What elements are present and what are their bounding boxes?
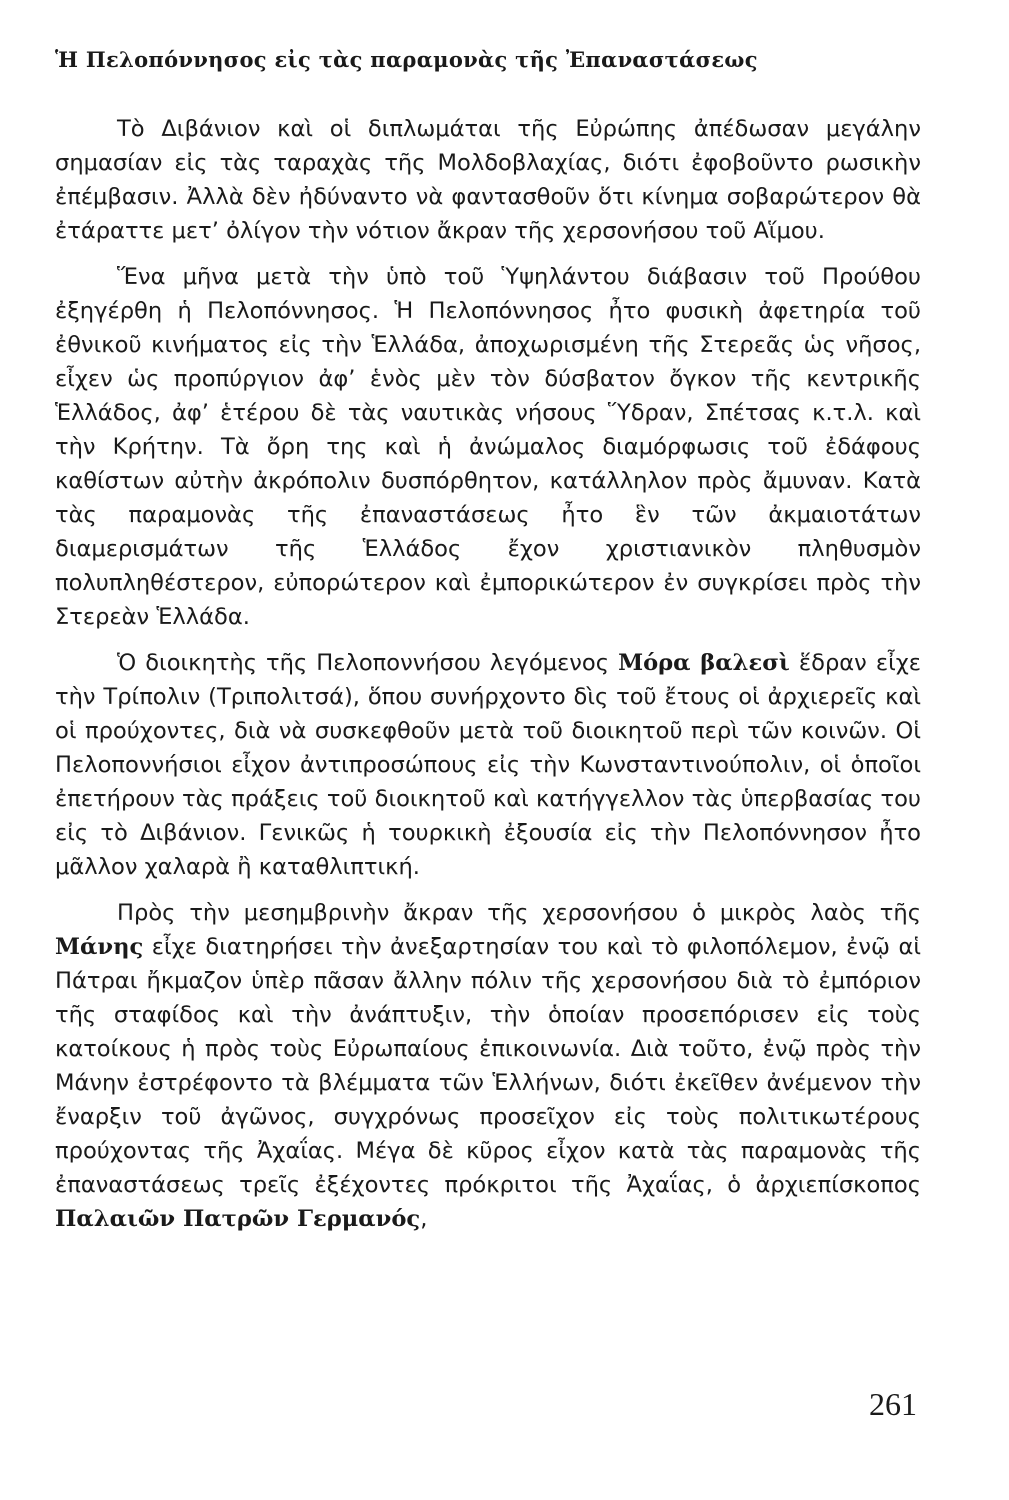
paragraph-4 — [55, 896, 921, 1236]
paragraph-4-middle: εἶχε διατηρήσει τὴν ἀνεξαρτησίαν του καὶ τὸ φιλοπόλεμον, ἐνῷ αἱ Πάτραι ἤκμαζον ὑπὲρ πᾶσαν ἄλλην πόλιν τῆς χερσονήσου διὰ τὸ ἐμπόριον τῆς σταφίδος καὶ τὴν ἀνάπτυξιν, τὴν ὁποίαν προσεπόρισεν εἰς τοὺς κατοίκους ἡ πρὸς τοὺς Εὐρωπαίους ἐπικοινωνία. Διὰ τοῦτο, ἐνῷ πρὸς τὴν Μάνην ἐστρέφοντο τὰ βλέμματα τῶν Ἑλλήνων, διότι ἐκεῖθεν ἀνέμενον τὴν ἔναρξιν τοῦ ἀγῶνος, συγχρόνως προσεῖχον εἰς τοὺς πολιτικωτέρους προύχοντας τῆς Ἀχαΐας. Μέγα δὲ κῦρος εἶχον κατὰ τὰς παραμονὰς τῆς ἐπαναστάσεως τρεῖς ἐξέχοντες πρόκριτοι τῆς Ἀχαΐας, ὁ ἀρχιεπίσκοπος — [55, 934, 921, 1198]
bold-term-mora-valesi: Μόρα βαλεσὶ — [618, 650, 790, 676]
paragraph-3 — [55, 646, 921, 884]
paragraph-4-end: , — [420, 1206, 428, 1232]
bold-term-mani: Μάνης — [55, 934, 144, 960]
paragraph-3-rest: ἕδραν εἶχε τὴν Τρίπολιν (Τριπολιτσά), ὅπου συνήρχοντο δὶς τοῦ ἔτους οἱ ἀρχιερεῖς καὶ οἱ προύχοντες, διὰ νὰ συσκεφθοῦν μετὰ τοῦ διοικητοῦ περὶ τῶν κοινῶν. Οἱ Πελοποννήσιοι εἶχον ἀντιπροσώπους εἰς τὴν Κωνσταντινούπολιν, οἱ ὁποῖοι ἐπετήρουν τὰς πράξεις τοῦ διοικητοῦ καὶ κατήγγελλον τὰς ὑπερβασίας του εἰς τὸ Διβάνιον. Γενικῶς ἡ τουρκικὴ ἐξουσία εἰς τὴν Πελοπόννησον ἦτο μᾶλλον χαλαρὰ ἢ καταθλιπτική. — [55, 650, 921, 880]
paragraph-2: Ἕνα μῆνα μετὰ τὴν ὑπὸ τοῦ Ὑψηλάντου διάβασιν τοῦ Προύθου ἐξηγέρθη ἡ Πελοπόννησος. Ἡ Πελοπόννησος ἦτο φυσικὴ ἀφετηρία τοῦ ἐθνικοῦ κινήματος εἰς τὴν Ἑλλάδα, ἀποχωρισμένη τῆς Στερεᾶς ὡς νῆσος, εἶχεν ὡς προπύργιον ἀφ’ ἑνὸς μὲν τὸν δύσβατον ὄγκον τῆς κεντρικῆς Ἑλλάδος, ἀφ’ ἑτέρου δὲ τὰς ναυτικὰς νήσους Ὕδραν, Σπέτσας κ.τ.λ. καὶ τὴν Κρήτην. Τὰ ὄρη της καὶ ἡ ἀνώμαλος διαμόρφωσις τοῦ ἐδάφους καθίστων αὐτὴν ἀκρόπολιν δυσπόρθητον, κατάλληλον πρὸς ἄμυναν. Κατὰ τὰς παραμονὰς τῆς ἐπαναστάσεως ἦτο ἓν τῶν ἀκμαιοτάτων διαμερισμάτων τῆς Ἑλλάδος ἔχον χριστιανικὸν πληθυσμὸν πολυπληθέστερον, εὐπορώτερον καὶ ἐμπορικώτερον ἐν συγκρίσει πρὸς τὴν Στερεὰν Ἑλλάδα. — [55, 264, 921, 630]
paragraph-3-start: Ὁ διοικητὴς τῆς Πελοποννήσου λεγόμενος — [117, 650, 619, 676]
paragraph-1: Τὸ Διβάνιον καὶ οἱ διπλωμάται τῆς Εὐρώπης ἀπέδωσαν μεγάλην σημασίαν εἰς τὰς ταραχὰς τῆς Μολδοβλαχίας, διότι ἐφοβοῦντο ρωσικὴν ἐπέμβασιν. Ἀλλὰ δὲν ἠδύναντο νὰ φαντασθοῦν ὅτι κίνημα σοβαρώτερον θὰ ἐτάραττε μετ’ ὀλίγον τὴν νότιον ἄκραν τῆς χερσονήσου τοῦ Αἵμου. — [55, 116, 921, 244]
running-header: Ἡ Πελοπόννησος εἰς τὰς παραμονὰς τῆς Ἐπαναστάσεως — [55, 47, 758, 72]
page-number: 261 — [869, 1386, 917, 1422]
bold-term-germanos: Παλαιῶν Πατρῶν Γερμανός — [55, 1206, 421, 1232]
body-text — [55, 112, 921, 1248]
paragraph-4-start: Πρὸς τὴν μεσημβρινὴν ἄκραν τῆς χερσονήσου ὁ μικρὸς λαὸς τῆς — [117, 900, 921, 926]
